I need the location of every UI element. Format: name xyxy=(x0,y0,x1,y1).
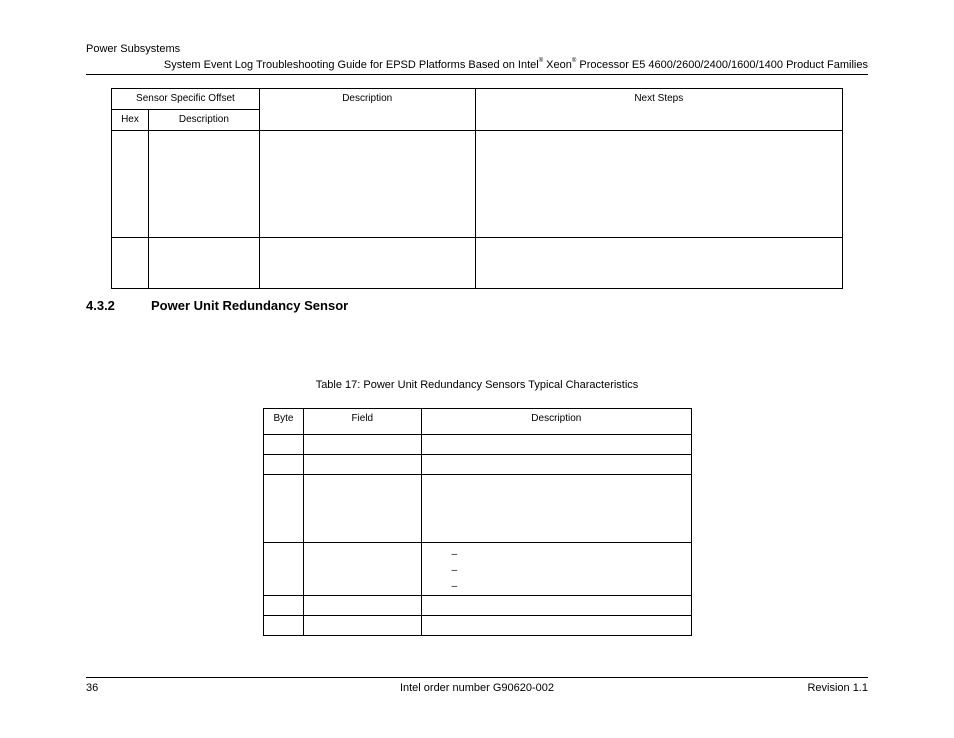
table-cell xyxy=(264,475,304,543)
table-cell xyxy=(259,237,475,288)
table-row xyxy=(112,131,843,238)
table-caption: Table 17: Power Unit Redundancy Sensors Typical Characteristics xyxy=(315,379,639,391)
dash-list-cell xyxy=(421,543,691,596)
table-cell xyxy=(421,455,691,475)
table-cell xyxy=(264,596,304,616)
header-title-part3: Processor E5 4600/2600/2400/1600/1400 Product Families xyxy=(576,59,868,71)
section-title: Power Unit Redundancy Sensor xyxy=(151,298,349,313)
col-header-description: Description xyxy=(259,89,475,131)
sub-col-header-description: Description xyxy=(148,110,259,131)
sub-col-header-hex: Hex xyxy=(112,110,149,131)
table-cell xyxy=(303,435,421,455)
table-cell xyxy=(421,616,691,636)
table-row xyxy=(264,475,692,543)
table-cell xyxy=(303,455,421,475)
col-header-next-steps: Next Steps xyxy=(475,89,842,131)
col-header-sensor-specific-offset: Sensor Specific Offset xyxy=(112,89,260,110)
header-rule xyxy=(86,74,868,75)
section-number: 4.3.2 xyxy=(86,298,115,313)
order-number: Intel order number G90620-002 xyxy=(399,682,555,694)
header-section-name: Power Subsystems xyxy=(86,43,181,55)
table-cell xyxy=(303,616,421,636)
header-title-part1: System Event Log Troubleshooting Guide for EPSD Platforms Based on Intel xyxy=(163,59,539,71)
table-cell xyxy=(148,131,259,238)
section-heading xyxy=(86,298,348,313)
table-cell xyxy=(421,475,691,543)
table-cell xyxy=(112,131,149,238)
header-title-part2: Xeon xyxy=(543,59,572,71)
col-header-description: Description xyxy=(421,409,691,435)
footer-rule xyxy=(86,677,868,678)
table-cell xyxy=(475,131,842,238)
dash-bullet: – xyxy=(451,549,458,560)
table-row xyxy=(264,455,692,475)
power-unit-redundancy-table xyxy=(263,408,692,636)
table-cell xyxy=(421,435,691,455)
table-cell xyxy=(112,237,149,288)
dash-bullet: – xyxy=(451,581,458,592)
header-document-title xyxy=(164,59,868,71)
table-row xyxy=(112,237,843,288)
table-cell xyxy=(303,543,421,596)
table-row xyxy=(264,543,692,596)
sensor-offset-table xyxy=(111,88,843,289)
table-row xyxy=(264,596,692,616)
table-cell xyxy=(421,596,691,616)
registered-mark: ® xyxy=(538,58,544,64)
registered-mark: ® xyxy=(571,58,577,64)
col-header-field: Field xyxy=(303,409,421,435)
table-row xyxy=(264,435,692,455)
table-cell xyxy=(264,455,304,475)
table-cell xyxy=(475,237,842,288)
dash-bullet: – xyxy=(451,565,458,576)
table-cell xyxy=(264,616,304,636)
table-row xyxy=(264,616,692,636)
table-cell xyxy=(264,435,304,455)
page-number: 36 xyxy=(86,682,99,694)
table-cell xyxy=(264,543,304,596)
table-cell xyxy=(303,475,421,543)
table-cell xyxy=(148,237,259,288)
col-header-byte: Byte xyxy=(264,409,304,435)
table-cell xyxy=(259,131,475,238)
table-cell xyxy=(303,596,421,616)
revision: Revision 1.1 xyxy=(807,682,868,694)
